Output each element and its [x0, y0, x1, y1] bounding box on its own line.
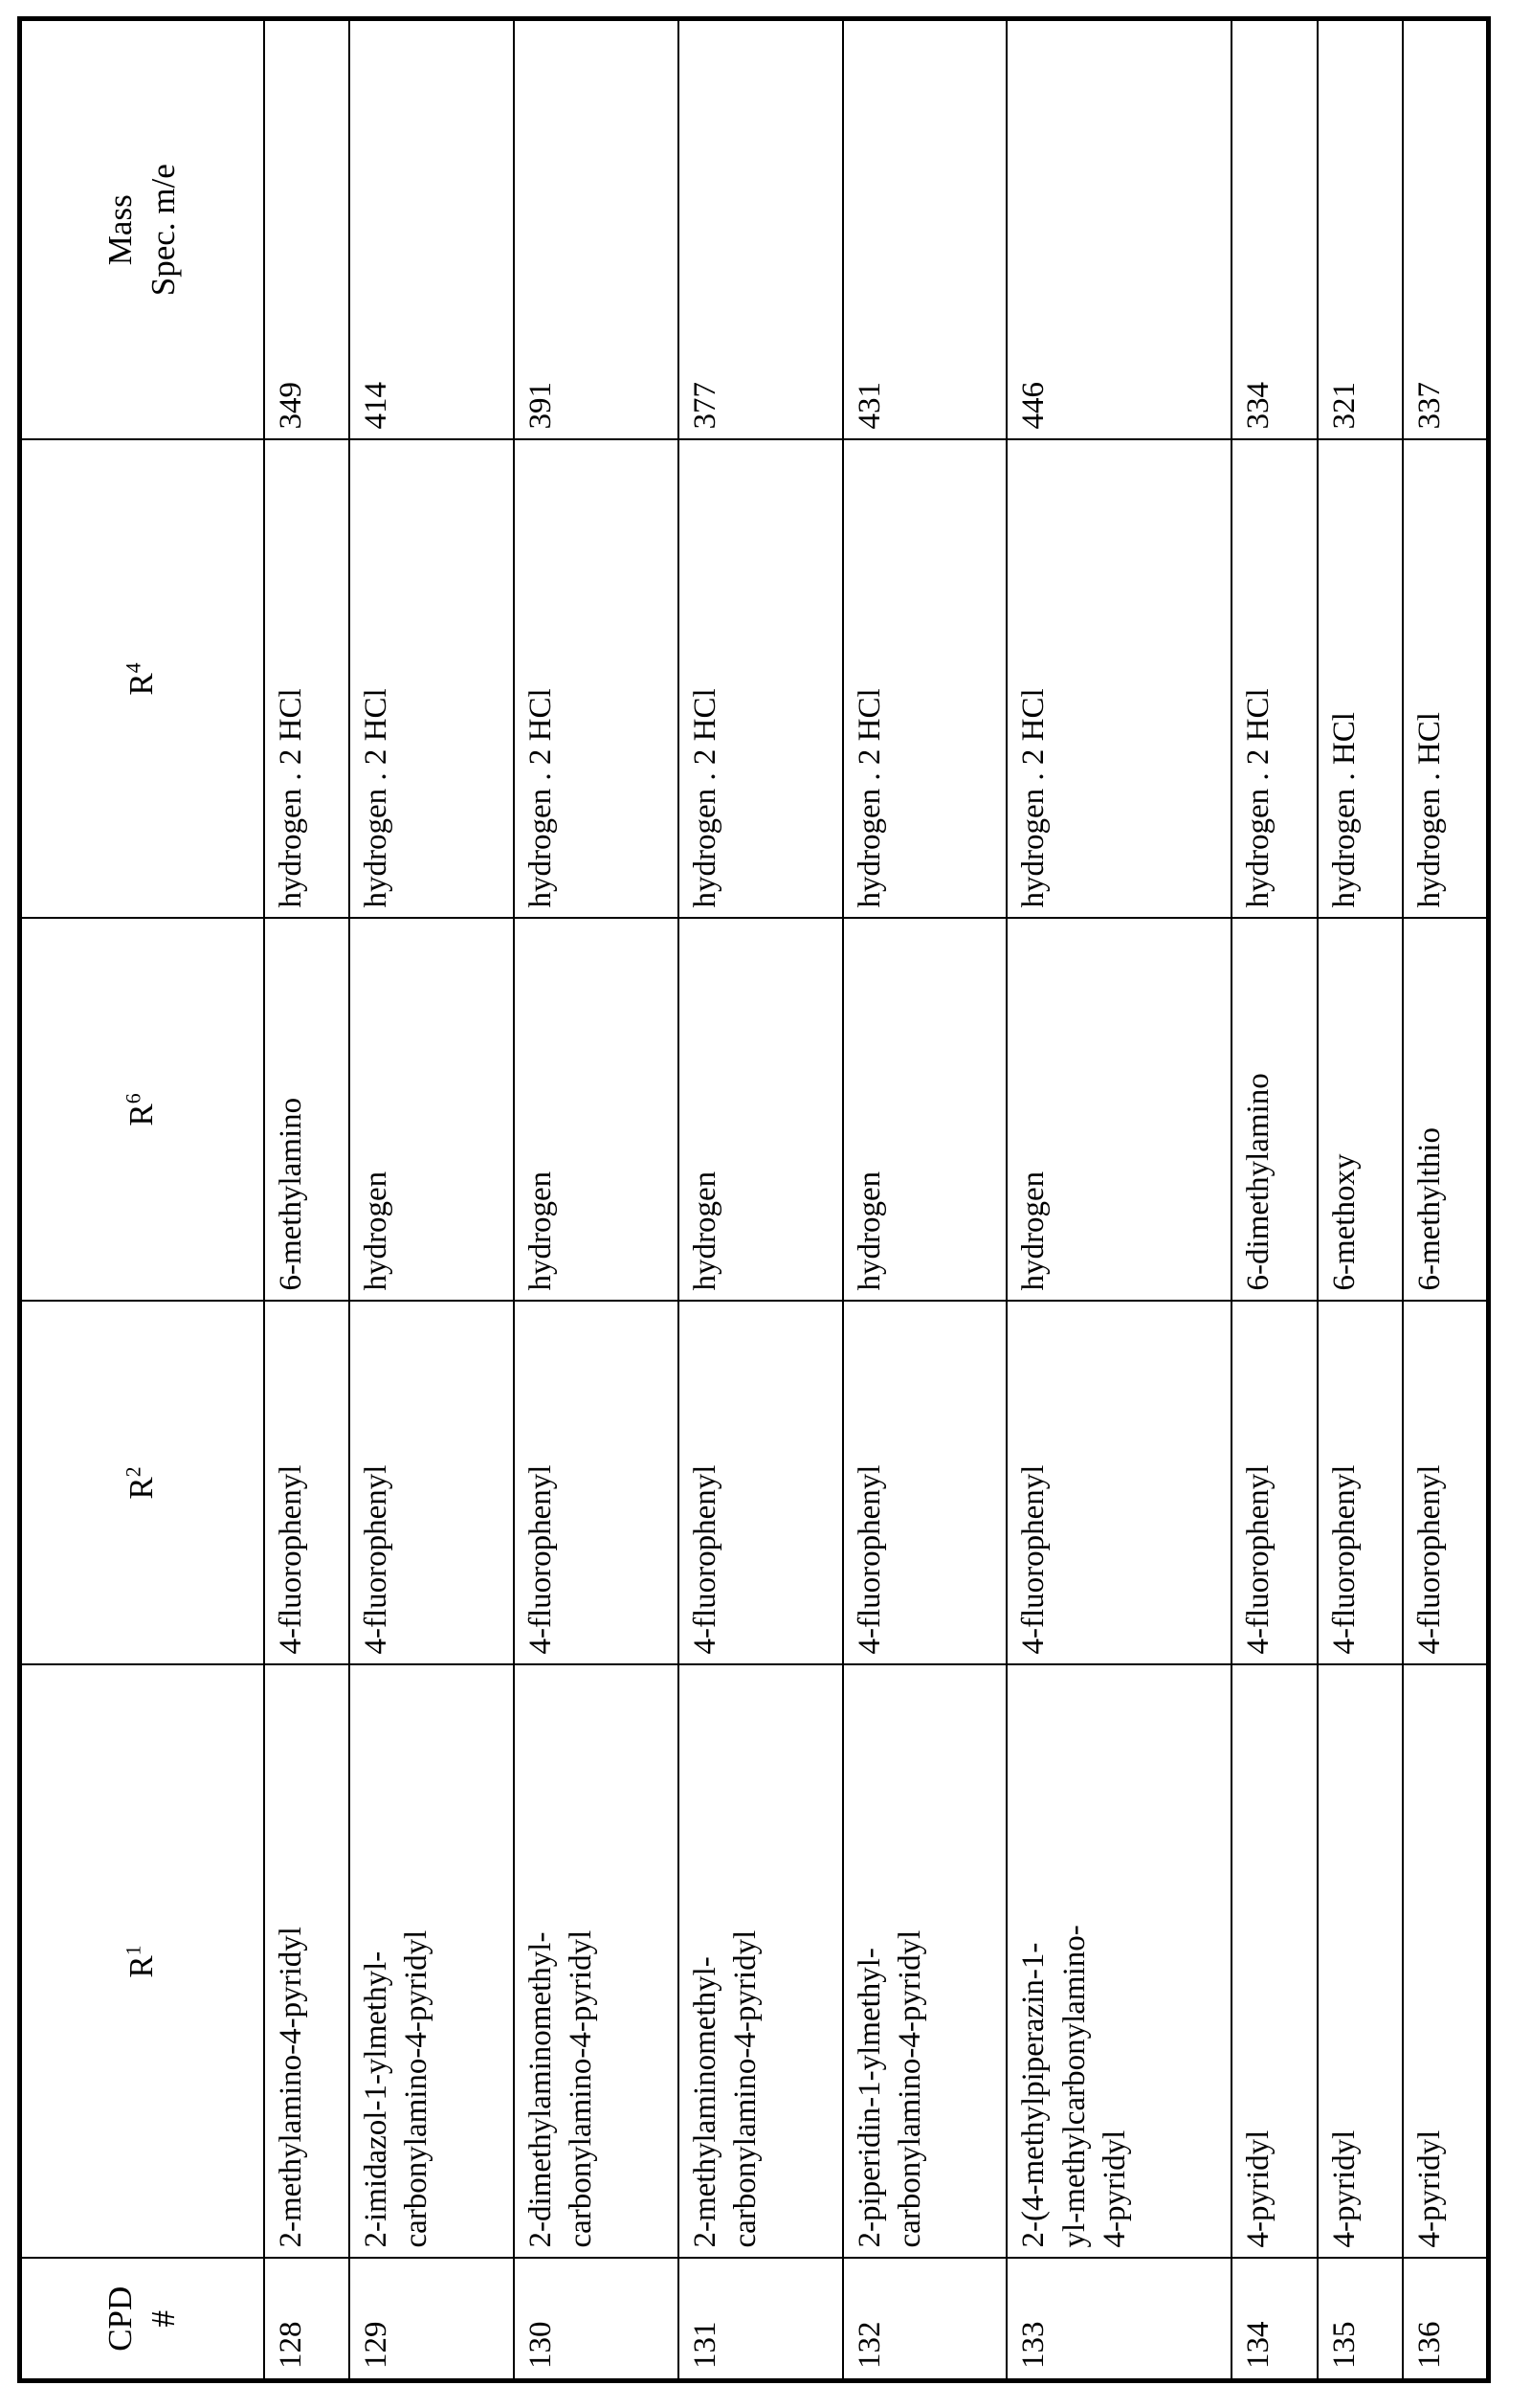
cell-r2-substituent: 4-fluorophenyl: [1231, 1302, 1317, 1665]
cell-r2-substituent: 4-fluorophenyl: [678, 1302, 843, 1665]
table-row: [1007, 19, 1231, 2381]
cell-r1-line: 2-dimethylaminomethyl-: [522, 1931, 558, 2248]
table-row: [678, 19, 843, 2381]
column-header-r6-superscript: 6: [122, 1093, 145, 1104]
cell-r6-substituent: hydrogen: [349, 919, 514, 1302]
cell-cpd-number: 136: [1403, 2259, 1488, 2381]
cell-r1-substituent: [349, 1665, 514, 2259]
cell-r1-substituent: [1231, 1665, 1317, 2259]
table-body: [264, 19, 1489, 2381]
cell-r2-substituent: 4-fluorophenyl: [843, 1302, 1008, 1665]
compound-properties-table: [17, 16, 1491, 2383]
table-row: [349, 19, 514, 2381]
cell-r1-line: 2-imidazol-1-ylmethyl-: [358, 1951, 393, 2248]
cell-r1-line: 2-piperidin-1-ylmethyl-: [852, 1948, 887, 2248]
cell-r1-line: 4-pyridyl: [1097, 2129, 1132, 2248]
table-row: [843, 19, 1008, 2381]
column-header-r1-letter: R: [122, 1955, 161, 1978]
column-header-mass-spec-line2: Spec. m/e: [144, 164, 182, 297]
cell-r6-substituent: 6-methoxy: [1318, 919, 1403, 1302]
cell-r4-substituent: hydrogen . 2 HCl: [1007, 440, 1231, 919]
table-row: [264, 19, 349, 2381]
cell-r1-line: carbonylamino-4-pyridyl: [727, 1929, 763, 2248]
cell-mass-spec-value: 349: [264, 19, 349, 440]
cell-r2-substituent: 4-fluorophenyl: [1007, 1302, 1231, 1665]
cell-r1-substituent: [1007, 1665, 1231, 2259]
cell-cpd-number: 133: [1007, 2259, 1231, 2381]
cell-r1-line: carbonylamino-4-pyridyl: [563, 1929, 598, 2248]
cell-r1-line: yl-methylcarbonylamino-: [1056, 1925, 1092, 2248]
cell-cpd-number: 128: [264, 2259, 349, 2381]
cell-r6-substituent: 6-dimethylamino: [1231, 919, 1317, 1302]
cell-r6-substituent: 6-methylthio: [1403, 919, 1488, 1302]
cell-r1-substituent: [1403, 1665, 1488, 2259]
column-header-r4: [20, 440, 264, 919]
cell-mass-spec-value: 321: [1318, 19, 1403, 440]
column-header-mass-spec-line1: Mass: [100, 194, 139, 266]
cell-r4-substituent: hydrogen . 2 HCl: [264, 440, 349, 919]
cell-r1-substituent: [514, 1665, 678, 2259]
cell-cpd-number: 129: [349, 2259, 514, 2381]
cell-r1-substituent: [1318, 1665, 1403, 2259]
column-header-r6-letter: R: [122, 1104, 161, 1126]
cell-r1-line: 2-methylaminomethyl-: [687, 1956, 722, 2248]
cell-r4-substituent: hydrogen . HCl: [1318, 440, 1403, 919]
cell-mass-spec-value: 377: [678, 19, 843, 440]
cell-mass-spec-value: 446: [1007, 19, 1231, 440]
column-header-r1-superscript: 1: [122, 1945, 145, 1956]
table-row: [1231, 19, 1317, 2381]
column-header-cpd-line2: #: [144, 2310, 182, 2328]
cell-r6-substituent: 6-methylamino: [264, 919, 349, 1302]
cell-r6-substituent: hydrogen: [678, 919, 843, 1302]
column-header-r4-letter: R: [122, 673, 161, 696]
cell-r4-substituent: hydrogen . 2 HCl: [678, 440, 843, 919]
cell-r1-line: 2-(4-methylpiperazin-1-: [1016, 1942, 1052, 2248]
cell-mass-spec-value: 334: [1231, 19, 1317, 440]
cell-cpd-number: 131: [678, 2259, 843, 2381]
cell-r2-substituent: 4-fluorophenyl: [514, 1302, 678, 1665]
column-header-cpd-line1: CPD: [100, 2285, 139, 2352]
cell-r6-substituent: hydrogen: [1007, 919, 1231, 1302]
cell-r4-substituent: hydrogen . 2 HCl: [843, 440, 1008, 919]
column-header-r2-letter: R: [122, 1477, 161, 1500]
cell-r2-substituent: 4-fluorophenyl: [1318, 1302, 1403, 1665]
cell-r2-substituent: 4-fluorophenyl: [1403, 1302, 1488, 1665]
header-row: [20, 19, 264, 2381]
cell-r6-substituent: hydrogen: [514, 919, 678, 1302]
cell-cpd-number: 132: [843, 2259, 1008, 2381]
cell-mass-spec-value: 431: [843, 19, 1008, 440]
cell-mass-spec-value: 391: [514, 19, 678, 440]
column-header-mass-spec: [20, 19, 264, 440]
column-header-cpd: [20, 2259, 264, 2381]
cell-r1-line: 4-pyridyl: [1412, 2129, 1448, 2248]
table-row: [514, 19, 678, 2381]
column-header-r2-superscript: 2: [122, 1466, 145, 1478]
column-header-r4-superscript: 4: [122, 662, 145, 674]
cell-r1-substituent: [264, 1665, 349, 2259]
cell-mass-spec-value: 337: [1403, 19, 1488, 440]
cell-r1-line: 2-methylamino-4-pyridyl: [273, 1927, 308, 2248]
table-header: [20, 19, 264, 2381]
cell-r4-substituent: hydrogen . 2 HCl: [514, 440, 678, 919]
column-header-r6: [20, 919, 264, 1302]
cell-r1-line: 4-pyridyl: [1326, 2129, 1362, 2248]
cell-r2-substituent: 4-fluorophenyl: [349, 1302, 514, 1665]
cell-r1-line: carbonylamino-4-pyridyl: [892, 1929, 927, 2248]
table-row: [1318, 19, 1403, 2381]
column-header-r2: [20, 1302, 264, 1665]
column-header-r1: [20, 1665, 264, 2259]
cell-r4-substituent: hydrogen . HCl: [1403, 440, 1488, 919]
cell-r1-line: 4-pyridyl: [1241, 2129, 1276, 2248]
cell-r4-substituent: hydrogen . 2 HCl: [349, 440, 514, 919]
cell-r4-substituent: hydrogen . 2 HCl: [1231, 440, 1317, 919]
cell-mass-spec-value: 414: [349, 19, 514, 440]
cell-r1-substituent: [843, 1665, 1008, 2259]
cell-cpd-number: 130: [514, 2259, 678, 2381]
cell-r2-substituent: 4-fluorophenyl: [264, 1302, 349, 1665]
table-row: [1403, 19, 1488, 2381]
cell-r6-substituent: hydrogen: [843, 919, 1008, 1302]
cell-cpd-number: 134: [1231, 2259, 1317, 2381]
cell-cpd-number: 135: [1318, 2259, 1403, 2381]
cell-r1-line: carbonylamino-4-pyridyl: [399, 1929, 434, 2248]
cell-r1-substituent: [678, 1665, 843, 2259]
